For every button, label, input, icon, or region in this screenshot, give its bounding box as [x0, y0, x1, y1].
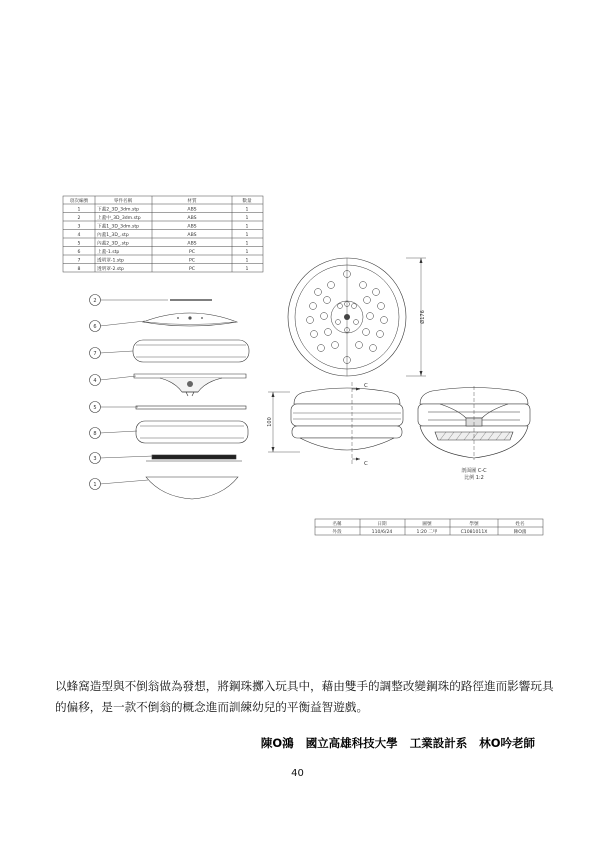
bom-cell-qty: 1: [245, 250, 249, 255]
title-block-values: [332, 528, 526, 535]
bom-cell-part: 透明罩-1.stp: [97, 258, 124, 264]
bom-cell-part: 上蓋中_3D_3dm.stp: [97, 216, 141, 221]
table-row: [78, 240, 249, 247]
table-row: [78, 248, 249, 255]
title-block-header-cell: 姓名: [515, 522, 525, 527]
bom-cell-index: 3: [77, 224, 81, 230]
callout-bubble: [90, 375, 101, 386]
title-block-value-cell: 外殼: [332, 530, 342, 535]
bom-cell-material: PC: [189, 267, 195, 272]
bom-cell-part: 下蓋2_3D_3dm.stp: [97, 207, 140, 213]
bom-cell-index: 2: [77, 216, 81, 221]
title-block-header-cell: 學號: [469, 522, 479, 527]
section-view: [418, 386, 530, 460]
bom-cell-index: 5: [77, 241, 81, 247]
callout-bubble: [90, 428, 101, 439]
bom-header-row: [70, 197, 252, 204]
callout-label: 7: [93, 350, 97, 357]
bom-cell-material: PC: [189, 250, 195, 255]
table-row: [78, 257, 249, 264]
section-mark-top: C: [364, 383, 368, 389]
title-block-value-cell: C1081011X: [460, 530, 488, 535]
bom-header-cell: 數量: [242, 199, 252, 204]
title-block-header-cell: 名稱: [332, 522, 342, 527]
callout-bubble: [90, 321, 101, 332]
part-bottom-bowl: [146, 477, 238, 499]
callouts: [90, 295, 101, 490]
callout-label: 1: [93, 481, 97, 488]
front-view: [268, 382, 403, 466]
bom-cell-qty: 1: [245, 216, 249, 221]
section-view-scale: 比例 1:2: [464, 475, 484, 481]
part-lower-ring: [136, 421, 248, 443]
teacher-name: 林O吟老師: [479, 736, 535, 750]
title-block-value-cell: 110/6/24: [371, 530, 393, 535]
bom-header-cell: 材質: [187, 199, 197, 204]
section-view-label: 剖面圖 C-C: [461, 468, 487, 474]
bom-rows: [78, 206, 249, 273]
school-name: 國立高雄科技大學: [305, 736, 398, 750]
department-name: 工業設計系: [409, 736, 468, 750]
exploded-view: [133, 300, 249, 499]
page-number: 40: [291, 768, 304, 779]
bom-cell-index: 4: [77, 233, 81, 238]
part-inner-plate: [134, 374, 246, 396]
callout-bubble: [90, 402, 101, 413]
bom-cell-part: 內蓋2_3D_.stp: [97, 241, 129, 247]
bom-cell-material: PC: [189, 258, 195, 264]
title-block-header-cell: 圖號: [422, 522, 432, 527]
bom-cell-part: 透明罩-2.stp: [97, 267, 124, 272]
table-row: [78, 231, 249, 238]
bom-cell-material: ABS: [187, 241, 197, 247]
credit-line: [261, 735, 535, 751]
callout-label: 4: [93, 377, 97, 384]
bom-cell-qty: 1: [245, 258, 249, 264]
callout-label: 2: [93, 297, 97, 304]
bom-header-cell: 零件名稱: [113, 199, 133, 204]
bom-cell-material: ABS: [187, 233, 197, 238]
bom-cell-qty: 1: [245, 233, 249, 238]
height-dimension: 100: [267, 417, 273, 427]
part-bottom-rim: [146, 455, 242, 461]
bom-cell-qty: 1: [245, 207, 249, 213]
bom-cell-qty: 1: [245, 267, 249, 272]
table-row: [78, 214, 249, 221]
bom-cell-material: ABS: [187, 224, 197, 230]
bom-cell-material: ABS: [187, 207, 197, 213]
bom-cell-index: 6: [77, 250, 81, 255]
callout-bubble: [90, 479, 101, 490]
callout-label: 6: [93, 323, 97, 330]
project-description: 以蜂窩造型與不倒翁做為發想，將鋼珠擲入玩具中，藉由雙手的調整改變鋼珠的路徑進而影響玩具的偏移，是一款不倒翁的概念進而訓練幼兒的平衡益智遊戲。: [55, 678, 554, 714]
part-inner-disc: [136, 406, 246, 409]
title-block-header: [332, 520, 525, 527]
section-mark-bottom: C: [364, 461, 368, 467]
bom-cell-part: 內蓋1_3D_.stp: [97, 233, 129, 238]
bom-cell-part: 上蓋-1.stp: [97, 250, 120, 255]
bom-cell-part: 下蓋1_3D_3dm.stp: [97, 224, 140, 230]
student-name: 陳O鴻: [260, 736, 294, 750]
diameter-dimension: Ø176: [420, 310, 426, 324]
title-block-value-cell: 陳O鴻: [513, 530, 527, 535]
part-top-cap: [143, 313, 237, 326]
bom-cell-index: 1: [77, 207, 81, 213]
callout-bubble: [90, 453, 101, 464]
top-view: [288, 258, 426, 376]
table-row: [78, 223, 249, 230]
callout-label: 3: [93, 455, 97, 462]
bom-table: [63, 196, 263, 272]
bom-cell-index: 8: [77, 267, 81, 272]
part-upper-ring: [133, 340, 249, 362]
title-block-value-cell: 1:20 二甲: [416, 530, 438, 535]
callout-label: 8: [93, 430, 97, 437]
table-row: [78, 206, 249, 213]
bom-cell-qty: 1: [245, 224, 249, 230]
bom-cell-qty: 1: [245, 241, 249, 247]
bom-cell-material: ABS: [187, 216, 197, 221]
title-block-header-cell: 日期: [377, 522, 387, 527]
callout-bubble: [90, 348, 101, 359]
callout-bubble: [90, 295, 101, 306]
bom-cell-index: 7: [77, 258, 81, 264]
callout-label: 5: [93, 404, 97, 411]
table-row: [78, 265, 249, 272]
bom-header-cell: 項次編號: [69, 199, 89, 204]
